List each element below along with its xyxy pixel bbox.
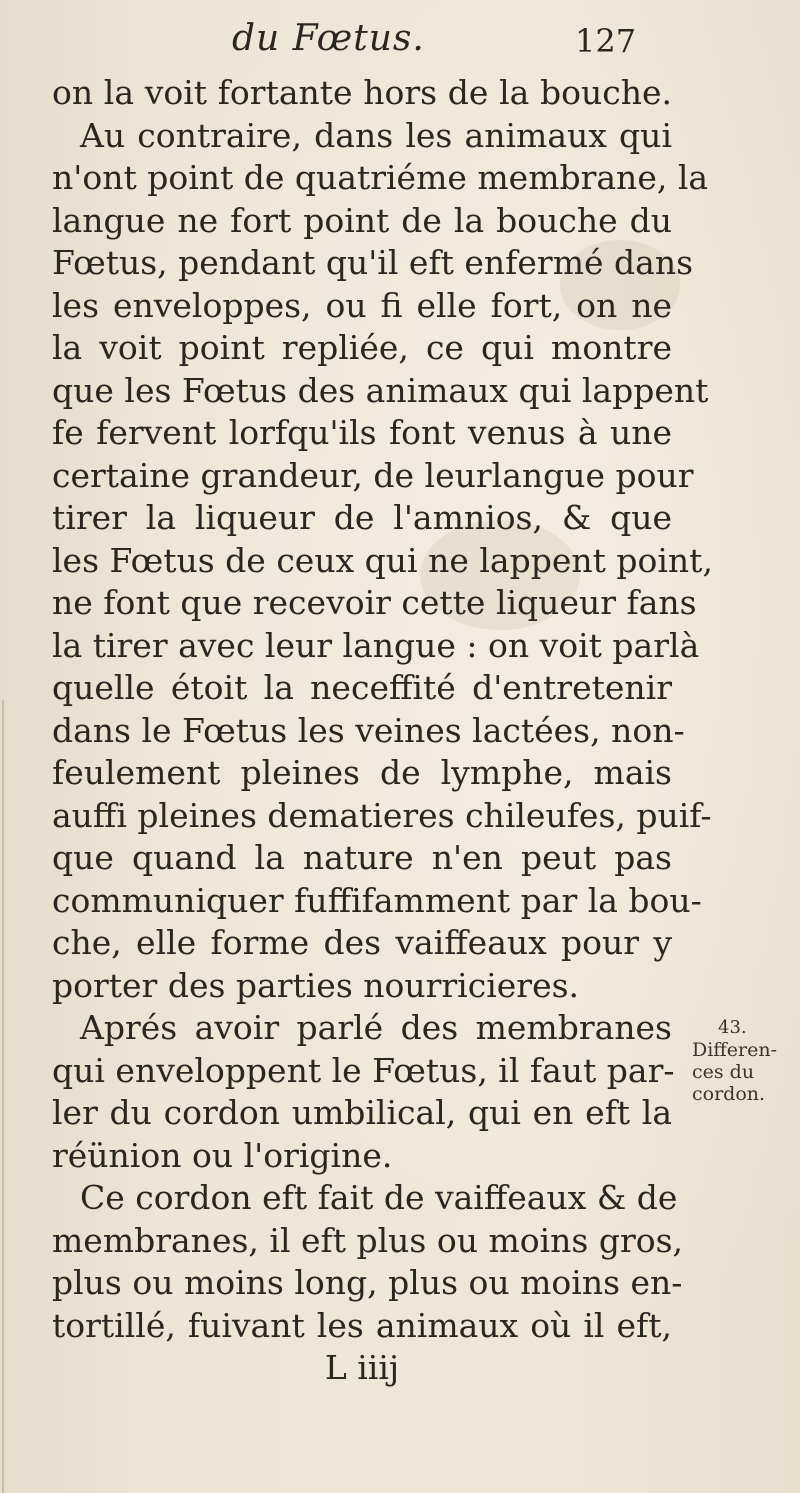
text-line: feulement pleines de lymphe, mais — [52, 753, 672, 792]
text-line: que les Fœtus des animaux qui lappent — [52, 370, 709, 410]
text-line: Aprés avoir parlé des membranes — [80, 1008, 672, 1047]
text-line: les Fœtus de ceux qui ne lappent point, — [52, 540, 713, 580]
text-line: réünion ou l'origine. — [52, 1135, 393, 1175]
text-line: qui enveloppent le Fœtus, il faut par- — [52, 1050, 675, 1090]
text-line: membranes, il eft plus ou moins gros, — [52, 1220, 684, 1260]
page-edge — [2, 700, 4, 1493]
text-line: les enveloppes, ou fi elle fort, on ne — [52, 285, 672, 325]
body-text — [52, 72, 713, 1390]
text-line: Ce cordon eft fait de vaiffeaux & de — [80, 1178, 678, 1217]
text-line: Fœtus, pendant qu'il eft enfermé dans — [52, 243, 694, 282]
text-line: la voit point repliée, ce qui montre — [52, 328, 672, 367]
running-head: du Fœtus. — [232, 18, 425, 59]
text-line: la tirer avec leur langue : on voit parlà — [52, 625, 700, 665]
text-line: tortillé, fuivant les animaux où il eft, — [52, 1305, 672, 1345]
text-line: fe fervent lorfqu'ils font venus à une — [52, 413, 672, 452]
text-line: que quand la nature n'en peut pas — [52, 838, 672, 877]
text-line: ne font que recevoir cette liqueur fans — [52, 583, 697, 622]
page-number: 127 — [575, 22, 637, 60]
text-line: ler du cordon umbilical, qui en eft la — [52, 1093, 672, 1132]
text-line: langue ne fort point de la bouche du — [52, 200, 672, 240]
margin-note-line: Differen- — [692, 1039, 778, 1061]
text-line: auffi pleines dematieres chileufes, puif- — [52, 795, 712, 835]
signature-mark: L iiij — [324, 1348, 400, 1387]
page-header — [0, 18, 800, 66]
text-line: n'ont point de quatriéme membrane, la — [52, 158, 709, 197]
margin-note-number: 43. — [718, 1017, 747, 1038]
text-line: tirer la liqueur de l'amnios, & que — [52, 498, 672, 537]
text-line: communiquer fuffifamment par la bou- — [52, 880, 702, 920]
text-line: on la voit fortante hors de la bouche. — [52, 73, 672, 112]
text-line: che, elle forme des vaiffeaux pour y — [52, 923, 672, 962]
text-line: dans le Fœtus les veines lactées, non- — [52, 710, 685, 750]
margin-note-line: ces du — [692, 1061, 755, 1083]
margin-note — [688, 1017, 798, 1105]
margin-note-line: cordon. — [692, 1083, 766, 1105]
text-line: certaine grandeur, de leurlangue pour — [52, 455, 694, 495]
text-line: plus ou moins long, plus ou moins en- — [52, 1263, 683, 1302]
text-line: quelle étoit la neceffité d'entretenir — [52, 668, 672, 707]
text-line: Au contraire, dans les animaux qui — [80, 115, 672, 155]
text-line: porter des parties nourricieres. — [52, 965, 580, 1005]
